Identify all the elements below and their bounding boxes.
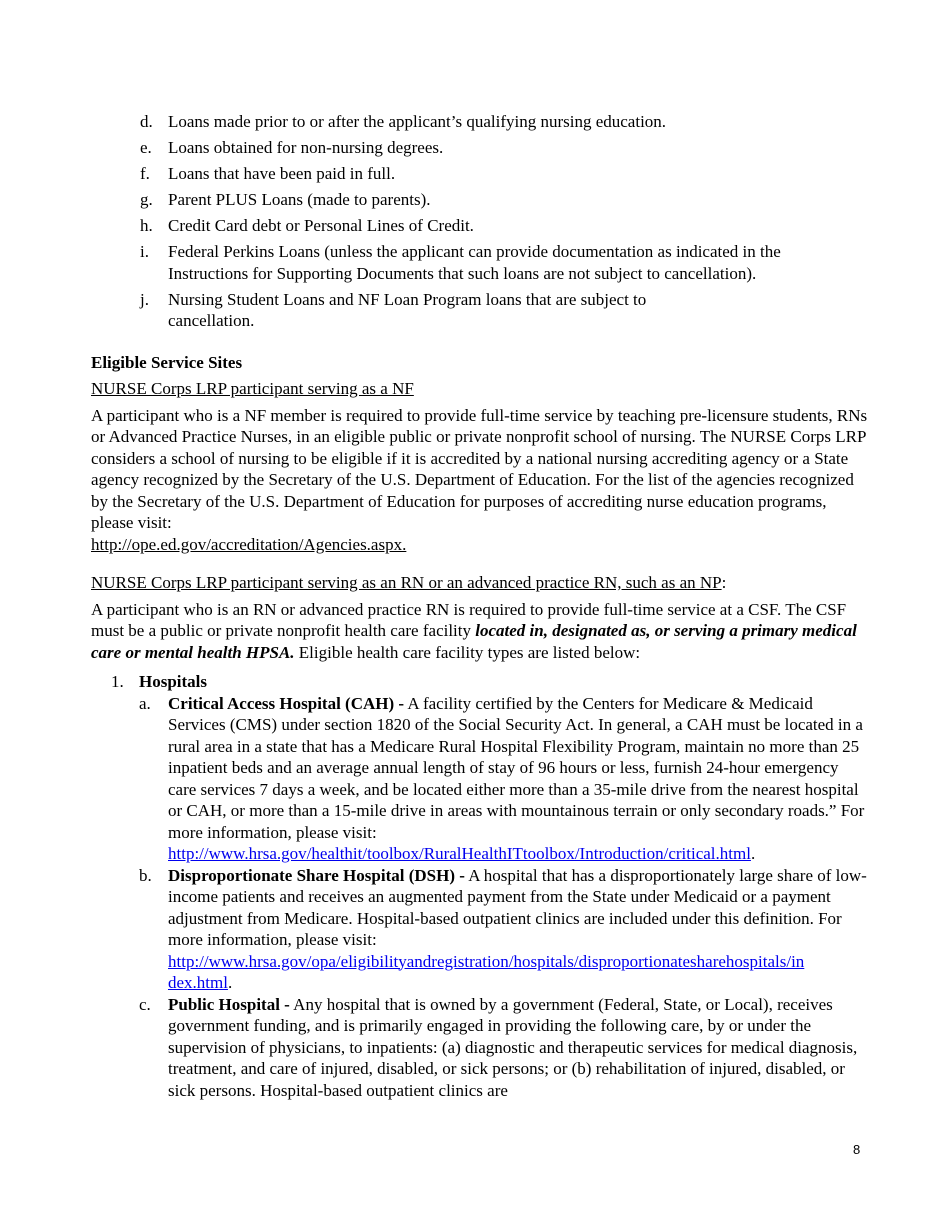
list-item: d. Loans made prior to or after the applicant’s qualifying nursing education. (140, 112, 667, 131)
document-page (91, 111, 871, 1101)
hospital-types-list (91, 693, 871, 1102)
list-item: h. Credit Card debt or Personal Lines of Credit. (140, 216, 474, 235)
list-item: i. Federal Perkins Loans (unless the applicant can provide documentation as indicated in the Instructions for Supporting Documents that such loans are not subject to cancellation). (140, 242, 781, 283)
list-item: f. Loans that have been paid in full. (140, 164, 396, 183)
list-item-public-hospital: c. Public Hospital - Any hospital that is owned by a government (Federal, State, or Local), receives government funding, and is primarily engaged in providing the following care, by or under the supervision of physicians, to inpatients: (a) diagnostic and therapeutic services for medical diagnosis, treatment, and care of injured, disabled, or sick persons; or (b) rehabilitation of injured, disabled, or sick persons. Hospital-based outpatient clinics are (139, 994, 858, 1100)
accreditation-agencies-link[interactable]: http://ope.ed.gov/accreditation/Agencies.aspx. (91, 534, 407, 554)
nf-subheading: NURSE Corps LRP participant serving as a NF (91, 379, 414, 398)
list-item: e. Loans obtained for non-nursing degrees. (140, 138, 444, 157)
list-item: g. Parent PLUS Loans (made to parents). (140, 190, 431, 209)
list-item: j. Nursing Student Loans and NF Loan Program loans that are subject to cancellation. (140, 289, 647, 330)
list-item-cah: a. Critical Access Hospital (CAH) - A facility certified by the Centers for Medicare & Medicaid Services (CMS) under section 1820 of the Social Security Act. In general, a CAH must be located in a rural area in a state that has a Medicare Rural Hospital Flexibility Program, maintain no more than 25 inpatient beds and an average annual length of stay of 96 hours or less, furnish 24-hour emergency care services 7 days a week, and be located either more than a 35-mile drive from the nearest hospital or CAH, or more than a 15-mile drive in areas with mountainous terrain or only secondary roads.” For more information, please visit: http://www.hrsa.gov/healthit/toolbox/RuralHealthITtoolbox/Introduction/critical.html. (139, 693, 865, 863)
ineligible-loans-list (91, 111, 871, 332)
nf-paragraph: A participant who is a NF member is required to provide full-time service by teaching pre-licensure students, RNs or Advanced Practice Nurses, in an eligible public or private nonprofit school of nursing. The NURSE Corps LRP considers a school of nursing to be eligible if it is accredited by a national nursing accrediting agency or a State agency recognized by the Secretary of the U.S. Department of Education. For the list of the agencies recognized by the Secretary of the U.S. Department of Education for purposes of accrediting nurse education programs, please visit: http://ope.ed.gov/accreditation/Agencies.aspx. (91, 405, 868, 554)
cah-info-link[interactable]: http://www.hrsa.gov/healthit/toolbox/RuralHealthITtoolbox/Introduction/critical.html (168, 844, 751, 863)
facility-types-list (91, 671, 871, 1101)
list-item-hospitals: 1. Hospitals a. Critical Access Hospital (CAH) - A facility certified by the Centers for Medicare & Medicaid Services (CMS) under section 1820 of the Social Security Act. In general, a CAH must be located in a rural area in a state that has a Medicare Rural Hospital Flexibility Program, maintain no more than 25 inpatient beds and an average annual length of stay of 96 hours or less, furnish 24-hour emergency care services 7 days a week, and be located either more than a 35-mile drive from the nearest hospital or CAH, or more than a 15-mile drive in areas with mountainous terrain or only secondary roads.” For more information, please visit: http://www.hrsa.gov/healthit/toolbox/RuralHealthITtoolbox/Introduction/critical.html. b. Disproportionate Share Hospital (DSH) - A hospital that has a disproportionately large share of low-income patients and receives an augmented payment from the State under Medicaid or a payment adjustment from Medicare. Hospital-based outpatient clinics are included under this definition. For more information, please visit: http://www.hrsa.gov/opa/eligibilityandregistration/hospitals/disproportionatesharehospitals/in dex.html. c. Public Hospital - Any hospital that is owned by a government (Federal, State, or Local), receives government funding, and is primarily engaged in providing the following care, by or under the supervision of physicians, to inpatients: (a) diagnostic and therapeutic services for medical diagnosis, treatment, and care of injured, disabled, or sick persons; or (b) rehabilitation of injured, disabled, or sick persons. Hospital-based outpatient clinics are (91, 671, 871, 1101)
page-number: 8 (853, 1142, 861, 1157)
list-item-dsh: b. Disproportionate Share Hospital (DSH) - A hospital that has a disproportionately large share of low-income patients and receives an augmented payment from the State under Medicaid or a payment adjustment from Medicare. Hospital-based outpatient clinics are included under this definition. For more information, please visit: http://www.hrsa.gov/opa/eligibilityandregistration/hospitals/disproportionatesharehospitals/in dex.html. (139, 865, 867, 992)
rn-subheading: NURSE Corps LRP participant serving as an RN or an advanced practice RN, such as an NP: (91, 573, 727, 592)
eligible-service-sites-heading: Eligible Service Sites (91, 352, 243, 372)
hospitals-title: Hospitals (139, 672, 208, 691)
rn-paragraph: A participant who is an RN or advanced practice RN is required to provide full-time service at a CSF. The CSF must be a public or private nonprofit health care facility located in, designated as, or serving a primary medical care or mental health HPSA. Eligible health care facility types are listed below: (91, 599, 857, 662)
dsh-info-link[interactable]: http://www.hrsa.gov/opa/eligibilityandregistration/hospitals/disproportionatesharehospitals/in dex.html (168, 951, 805, 992)
